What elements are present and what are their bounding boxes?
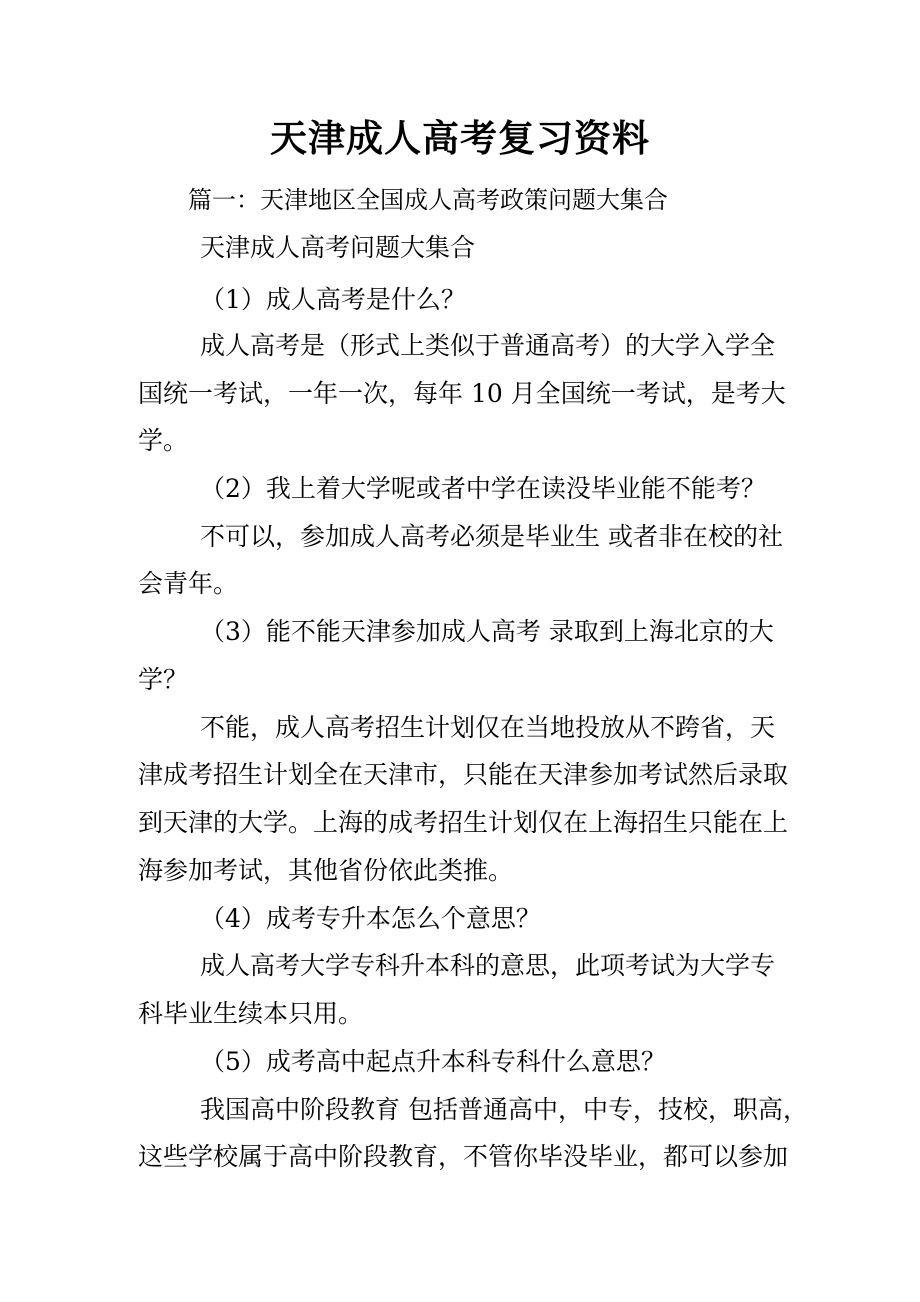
paragraph-line: 成人高考是（形式上类似于普通高考）的大学入学全 (200, 331, 776, 360)
paragraph-line: 不能，成人高考招生计划仅在当地投放从不跨省，天 (200, 713, 776, 742)
paragraph-line: 到天津的大学。上海的成考招生计划仅在上海招生只能在上 (138, 808, 789, 837)
question-3: （3）能不能天津参加成人高考 录取到上海北京的大 (200, 617, 774, 646)
paragraph-line: 成人高考大学专科升本科的意思，此项考试为大学专 (200, 951, 776, 980)
paragraph-line: 这些学校属于高中阶段教育，不管你毕没毕业，都可以参加 (138, 1142, 789, 1171)
question-4: （4）成考专升本怎么个意思？ (200, 904, 541, 933)
question-2: （2）我上着大学呢或者中学在读没毕业能不能考？ (200, 474, 766, 503)
paragraph-line: 不可以，参加成人高考必须是毕业生 或者非在校的社 (200, 522, 783, 551)
paragraph-line: 学。 (138, 426, 189, 455)
question-5: （5）成考高中起点升本科专科什么意思？ (200, 1047, 666, 1076)
paragraph-line: 我国高中阶段教育 包括普通高中，中专，技校，职高， (200, 1095, 808, 1124)
section-heading: 篇一：天津地区全国成人高考政策问题大集合 (188, 186, 668, 214)
paragraph-line: 海参加考试，其他省份依此类推。 (138, 856, 514, 885)
paragraph-line: 国统一考试，一年一次，每年 10 月全国统一考试，是考大 (138, 379, 786, 408)
paragraph-line: 学？ (138, 665, 189, 694)
subheading: 天津成人高考问题大集合 (200, 233, 476, 262)
paragraph-line: 会青年。 (138, 569, 239, 598)
page-title: 天津成人高考复习资料 (270, 116, 650, 160)
paragraph-line: 科毕业生续本只用。 (138, 999, 364, 1028)
question-1: （1）成人高考是什么？ (200, 285, 466, 314)
paragraph-line: 津成考招生计划全在天津市，只能在天津参加考试然后录取 (138, 760, 789, 789)
